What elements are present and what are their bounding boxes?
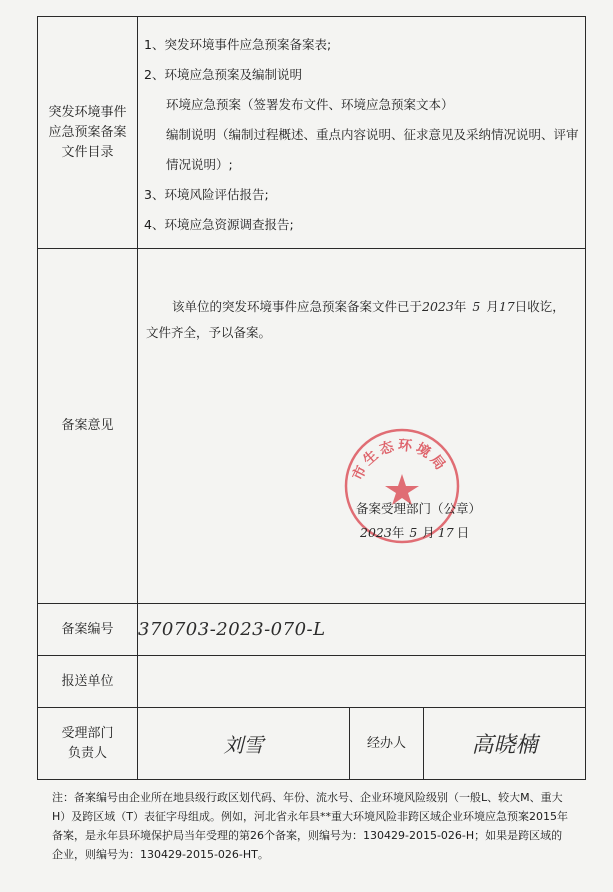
footnote: 注：备案编号由企业所在地县级行政区划代码、年份、流水号、企业环境风险级别（一般L、较大M、重大H）及跨区域（T）表征字母组成。例如，河北省永年县**重大环境风险非跨区域企业环境应急预案2015年备案，是永年县环境保护局当年受理的第26个备案，则编号为：130429-2015-026-H；如果是跨区域的企业，则编号为：130429-2015-026-HT。 — [52, 791, 568, 861]
record-no-label: 备案编号 — [38, 604, 138, 656]
record-no-value: 370703-2023-070-L — [138, 604, 586, 656]
handler-label: 经办人 — [350, 708, 424, 780]
submit-unit-label: 报送单位 — [38, 656, 138, 708]
filing-date: 2023年 5 月 17 日 — [360, 525, 470, 540]
dept-head-label: 受理部门负责人 — [38, 708, 138, 780]
opinion-text: 该单位的突发环境事件应急预案备案文件已于2023年 5 月17日收讫，文件齐全，予以备案。 — [146, 299, 565, 340]
dept-head-signature: 刘雪 — [138, 708, 350, 780]
catalog-item-3: 3、环境风险评估报告; — [144, 186, 269, 202]
handler-signature: 高晓楠 — [424, 708, 586, 780]
filing-form-table — [37, 16, 586, 780]
catalog-item-2: 2、环境应急预案及编制说明 — [144, 66, 302, 82]
opinion-label: 备案意见 — [38, 249, 138, 604]
submit-unit-value — [138, 656, 586, 708]
svg-text:市生态环境局: 市生态环境局 — [349, 437, 450, 484]
catalog-subitem-notes: 编制说明（编制过程概述、重点内容说明、征求意见及采纳情况说明、评审情况说明）; — [166, 126, 579, 172]
catalog-item-1: 1、突发环境事件应急预案备案表; — [144, 36, 332, 52]
received-day: 17 — [498, 299, 515, 314]
opinion-cell — [138, 249, 586, 604]
catalog-list — [138, 17, 586, 249]
catalog-subitem-plan: 环境应急预案（签署发布文件、环境应急预案文本） — [166, 96, 454, 112]
catalog-label: 突发环境事件应急预案备案文件目录 — [38, 17, 138, 249]
received-year: 2023 — [422, 299, 454, 314]
filing-department: 备案受理部门（公章） — [356, 501, 482, 516]
received-month: 5 — [472, 299, 481, 314]
catalog-item-4: 4、环境应急资源调查报告; — [144, 216, 294, 232]
